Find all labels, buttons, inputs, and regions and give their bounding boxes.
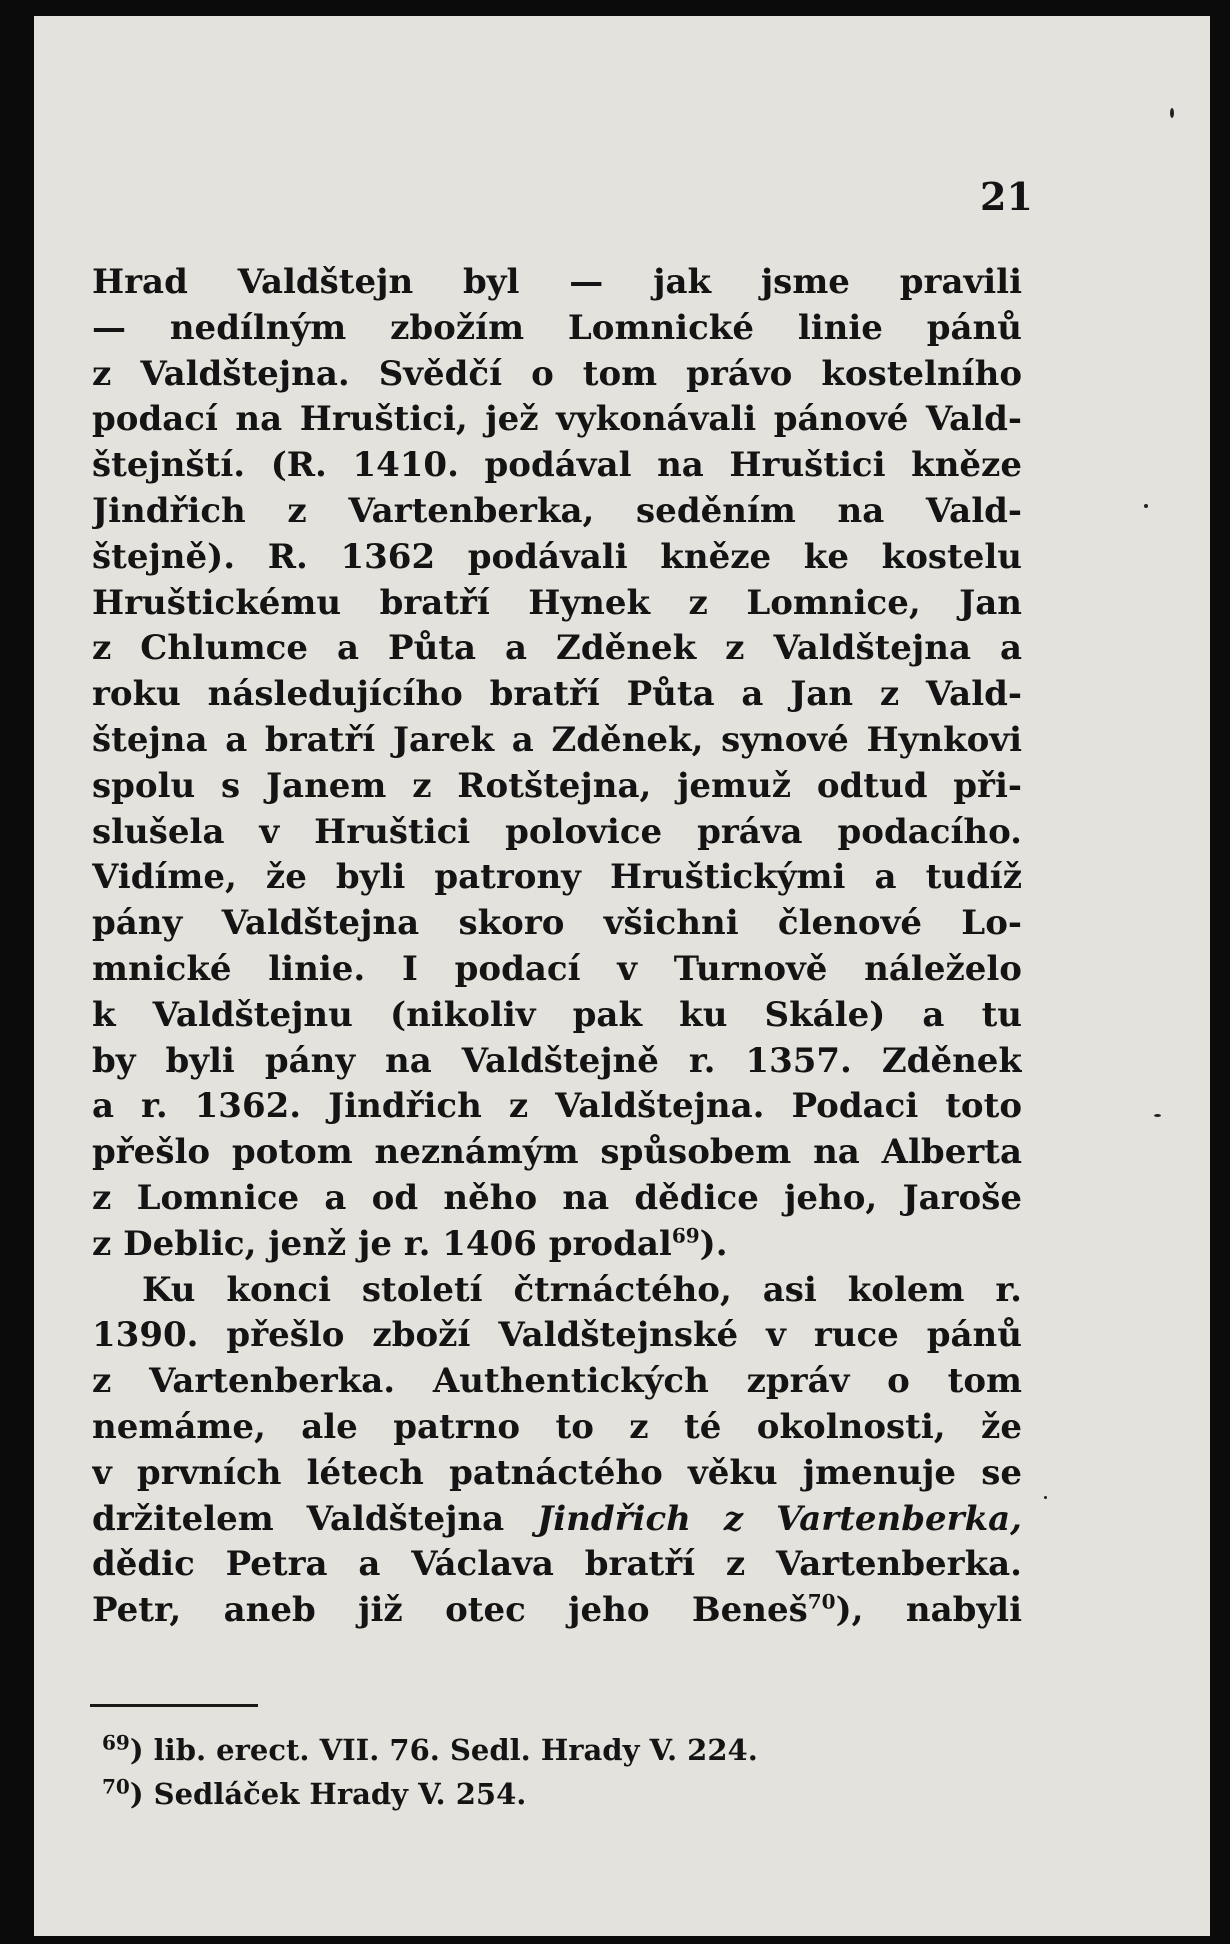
- scan-speck: [1154, 1114, 1161, 1117]
- page-number: 21: [980, 174, 1033, 219]
- paragraph-first-line: Ku konci století čtrnáctého, asi kolem r.: [142, 1269, 1022, 1310]
- text-line: [92, 1588, 1022, 1634]
- text-line: z Valdštejna. Svědčí o tom právo kostelního: [92, 353, 1022, 394]
- text-line: by byli pány na Valdštejně r. 1357. Zděnek: [92, 1040, 1022, 1081]
- scan-speck: [1144, 504, 1148, 508]
- text-line: a r. 1362. Jindřich z Valdštejna. Podaci toto: [92, 1086, 1022, 1127]
- text-line: mnické linie. I podací v Turnově náleželo: [92, 948, 1022, 989]
- text-line: [92, 1497, 1022, 1543]
- scan-speck: [1044, 1496, 1047, 1499]
- italic-name: Jindřich z Vartenberka,: [537, 1498, 1022, 1539]
- text-line-part: z Deblic, jenž je r. 1406 prodal: [92, 1223, 672, 1264]
- text-line: štejnští. (R. 1410. podával na Hruštici kněze: [92, 445, 1022, 486]
- footnote-mark: 70: [102, 1774, 130, 1799]
- text-line: Hruštickému bratří Hynek z Lomnice, Jan: [92, 582, 1022, 623]
- text-line: Vidíme, že byli patrony Hruštickými a tudíž: [92, 857, 1022, 898]
- footnote-text: ) lib. erect. VII. 76. Sedl. Hrady V. 224.: [129, 1733, 758, 1767]
- scan-speck: [1170, 108, 1174, 118]
- text-line-part: Petr, aneb již otec jeho Beneš: [92, 1590, 808, 1631]
- text-line: roku následujícího bratří Půta a Jan z Vald-: [92, 674, 1022, 715]
- text-line: [92, 1222, 1022, 1268]
- text-line: spolu s Janem z Rotštejna, jemuž odtud při-: [92, 765, 1022, 806]
- footnote-mark: 69: [102, 1730, 130, 1755]
- text-line: štejně). R. 1362 podávali kněze ke kostelu: [92, 536, 1022, 577]
- text-line: 1390. přešlo zboží Valdštejnské v ruce pánů: [92, 1315, 1022, 1356]
- text-line-part: ), nabyli: [835, 1590, 1022, 1631]
- body-text: [92, 260, 1022, 1634]
- footnote-ref: 70: [807, 1589, 836, 1614]
- footnote: [92, 1772, 758, 1816]
- footnotes: [92, 1728, 758, 1816]
- text-line-part: držitelem Valdštejna: [92, 1498, 505, 1539]
- text-line: z Lomnice a od něho na dědice jeho, Jaroše: [92, 1177, 1022, 1218]
- text-line: pány Valdštejna skoro všichni členové Lo-: [92, 903, 1022, 944]
- text-line: k Valdštejnu (nikoliv pak ku Skále) a tu: [92, 994, 1022, 1035]
- text-line: Hrad Valdštejn byl — jak jsme pravili: [92, 262, 1022, 302]
- text-line: přešlo potom neznámým spůsobem na Alberta: [92, 1132, 1022, 1173]
- text-line: Jindřich z Vartenberka, seděním na Vald-: [92, 490, 1022, 531]
- text-line: z Chlumce a Půta a Zděnek z Valdštejna a: [92, 628, 1022, 669]
- text-line: z Vartenberka. Authentických zpráv o tom: [92, 1361, 1022, 1402]
- text-line: dědic Petra a Václava bratří z Vartenberka.: [92, 1544, 1022, 1585]
- book-page: [34, 16, 1210, 1936]
- footnote-divider: [90, 1704, 258, 1707]
- text-line: v prvních létech patnáctého věku jmenuje se: [92, 1452, 1022, 1493]
- footnote-text: ) Sedláček Hrady V. 254.: [129, 1777, 527, 1811]
- text-line: — nedílným zbožím Lomnické linie pánů: [92, 307, 1022, 348]
- text-line: nemáme, ale patrno to z té okolnosti, že: [92, 1406, 1022, 1447]
- footnote: [92, 1728, 758, 1772]
- text-line: podací na Hruštici, jež vykonávali pánové Vald-: [92, 399, 1022, 440]
- footnote-ref: 69: [671, 1223, 700, 1248]
- text-line: štejna a bratří Jarek a Zděnek, synové Hynkovi: [92, 719, 1022, 760]
- text-line: slušela v Hruštici polovice práva podacího.: [92, 811, 1022, 852]
- text-line-part: ).: [699, 1223, 728, 1264]
